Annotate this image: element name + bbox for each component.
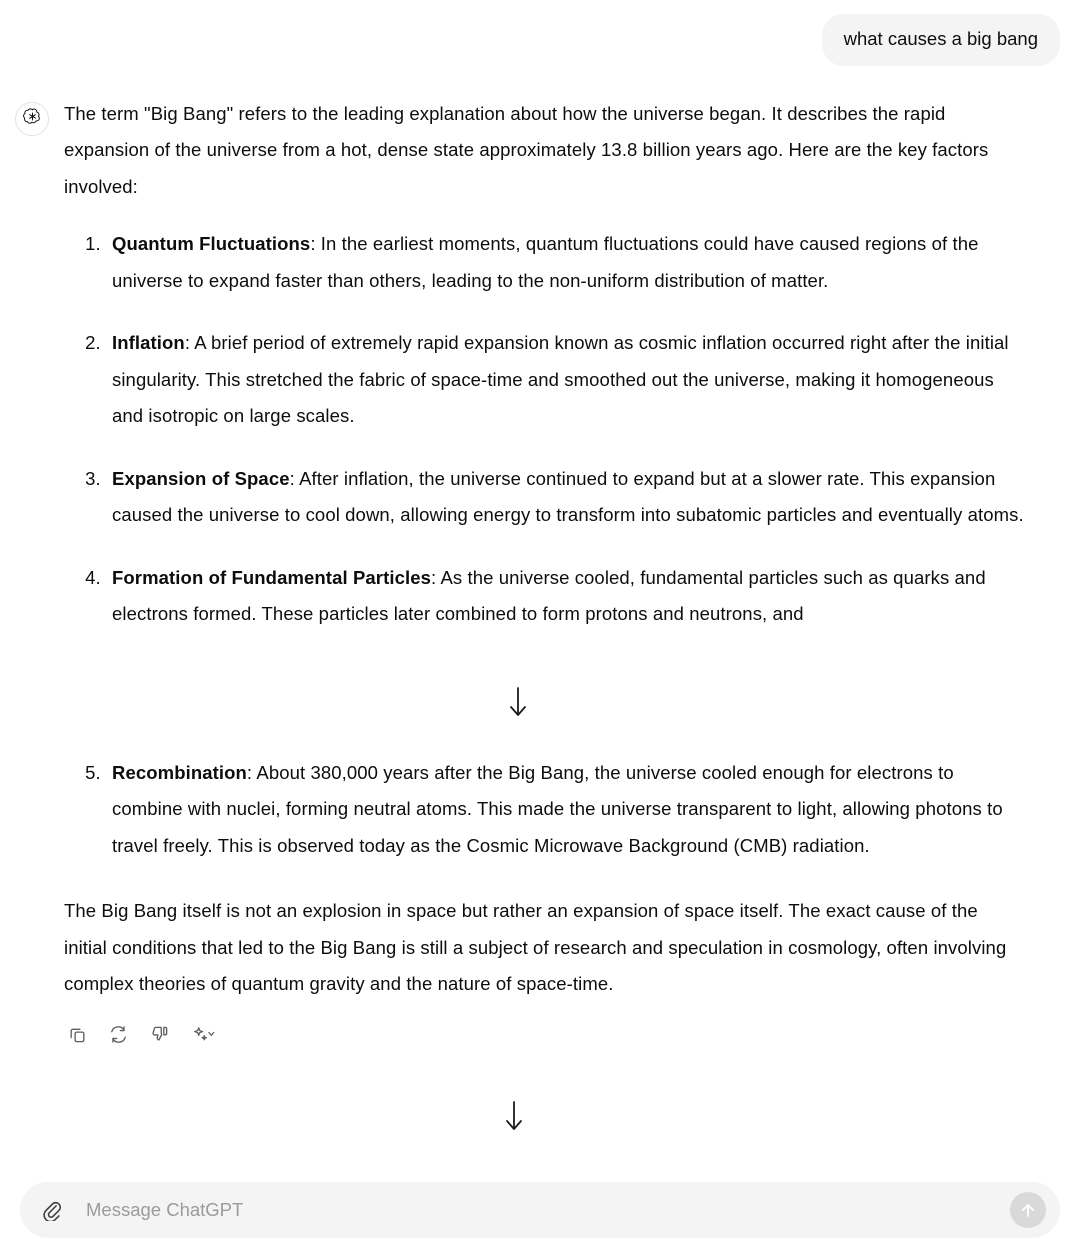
assistant-steps-list	[64, 226, 1024, 864]
scroll-gap	[112, 659, 1024, 755]
user-message-row	[0, 0, 1080, 66]
message-action-bar	[64, 1003, 1024, 1046]
cursor-down-arrow-icon	[503, 1100, 525, 1139]
assistant-outro-paragraph: The Big Bang itself is not an explosion in space but rather an expansion of space itself. The exact cause of the initial conditions that led to the Big Bang is still a subject of research and speculation in cosmology, often involving complex theories of quantum gravity and the nature of space-time.	[64, 900, 1007, 995]
list-item-title: Inflation	[112, 332, 185, 354]
composer	[20, 1182, 1060, 1238]
copy-icon[interactable]	[66, 1024, 88, 1046]
list-item-text: : After inflation, the universe continued to expand but at a slower rate. This expansion caused the universe to cool down, allowing energy to transform into subatomic particles and eventually atoms.	[112, 467, 1024, 526]
list-item	[106, 659, 1024, 865]
list-item	[106, 325, 1024, 435]
list-item-title: Formation of Fundamental Particles	[112, 566, 431, 588]
list-item	[106, 461, 1024, 534]
model-switch-icon[interactable]	[189, 1024, 221, 1046]
list-item	[106, 560, 1024, 633]
paperclip-icon[interactable]	[38, 1196, 66, 1224]
list-item-title: Recombination	[112, 761, 247, 783]
list-item-text: : About 380,000 years after the Big Bang, the universe cooled enough for electrons to combine with nuclei, forming neutral atoms. This made the universe transparent to light, allowing photons to travel freely. This is observed today as the Cosmic Microwave Background (CMB) radiation.	[112, 761, 1003, 856]
list-item-text: : As the universe cooled, fundamental particles such as quarks and electrons formed. These particles later combined to form protons and neutrons, and	[112, 566, 986, 625]
assistant-message-row	[0, 66, 1080, 1046]
send-button[interactable]	[1010, 1192, 1046, 1228]
assistant-message-body	[64, 96, 1080, 1046]
composer-bar[interactable]	[20, 1182, 1060, 1238]
assistant-intro-paragraph: The term "Big Bang" refers to the leading explanation about how the universe began. It describes the rapid expansion of the universe from a hot, dense state approximately 13.8 billion years ago. Here are the key factors involved:	[64, 102, 989, 197]
message-input[interactable]	[66, 1198, 1010, 1222]
thumbs-down-icon[interactable]	[148, 1024, 170, 1046]
avatar	[15, 102, 49, 136]
list-item-text: : In the earliest moments, quantum fluctuations could have caused regions of the universe to expand faster than others, leading to the non-uniform distribution of matter.	[112, 233, 979, 291]
user-message-bubble: what causes a big bang	[822, 14, 1060, 66]
list-item	[106, 226, 1024, 299]
list-item-text: : A brief period of extremely rapid expansion known as cosmic inflation occurred right after the initial singularity. This stretched the fabric of space-time and smoothed out the universe, making it homogeneous and isotropic on large scales.	[112, 332, 1009, 427]
regenerate-icon[interactable]	[107, 1024, 129, 1046]
avatar-column	[0, 96, 64, 136]
list-item-title: Quantum Fluctuations	[112, 233, 311, 255]
list-item-title: Expansion of Space	[112, 467, 290, 489]
openai-logo-icon	[23, 107, 42, 131]
